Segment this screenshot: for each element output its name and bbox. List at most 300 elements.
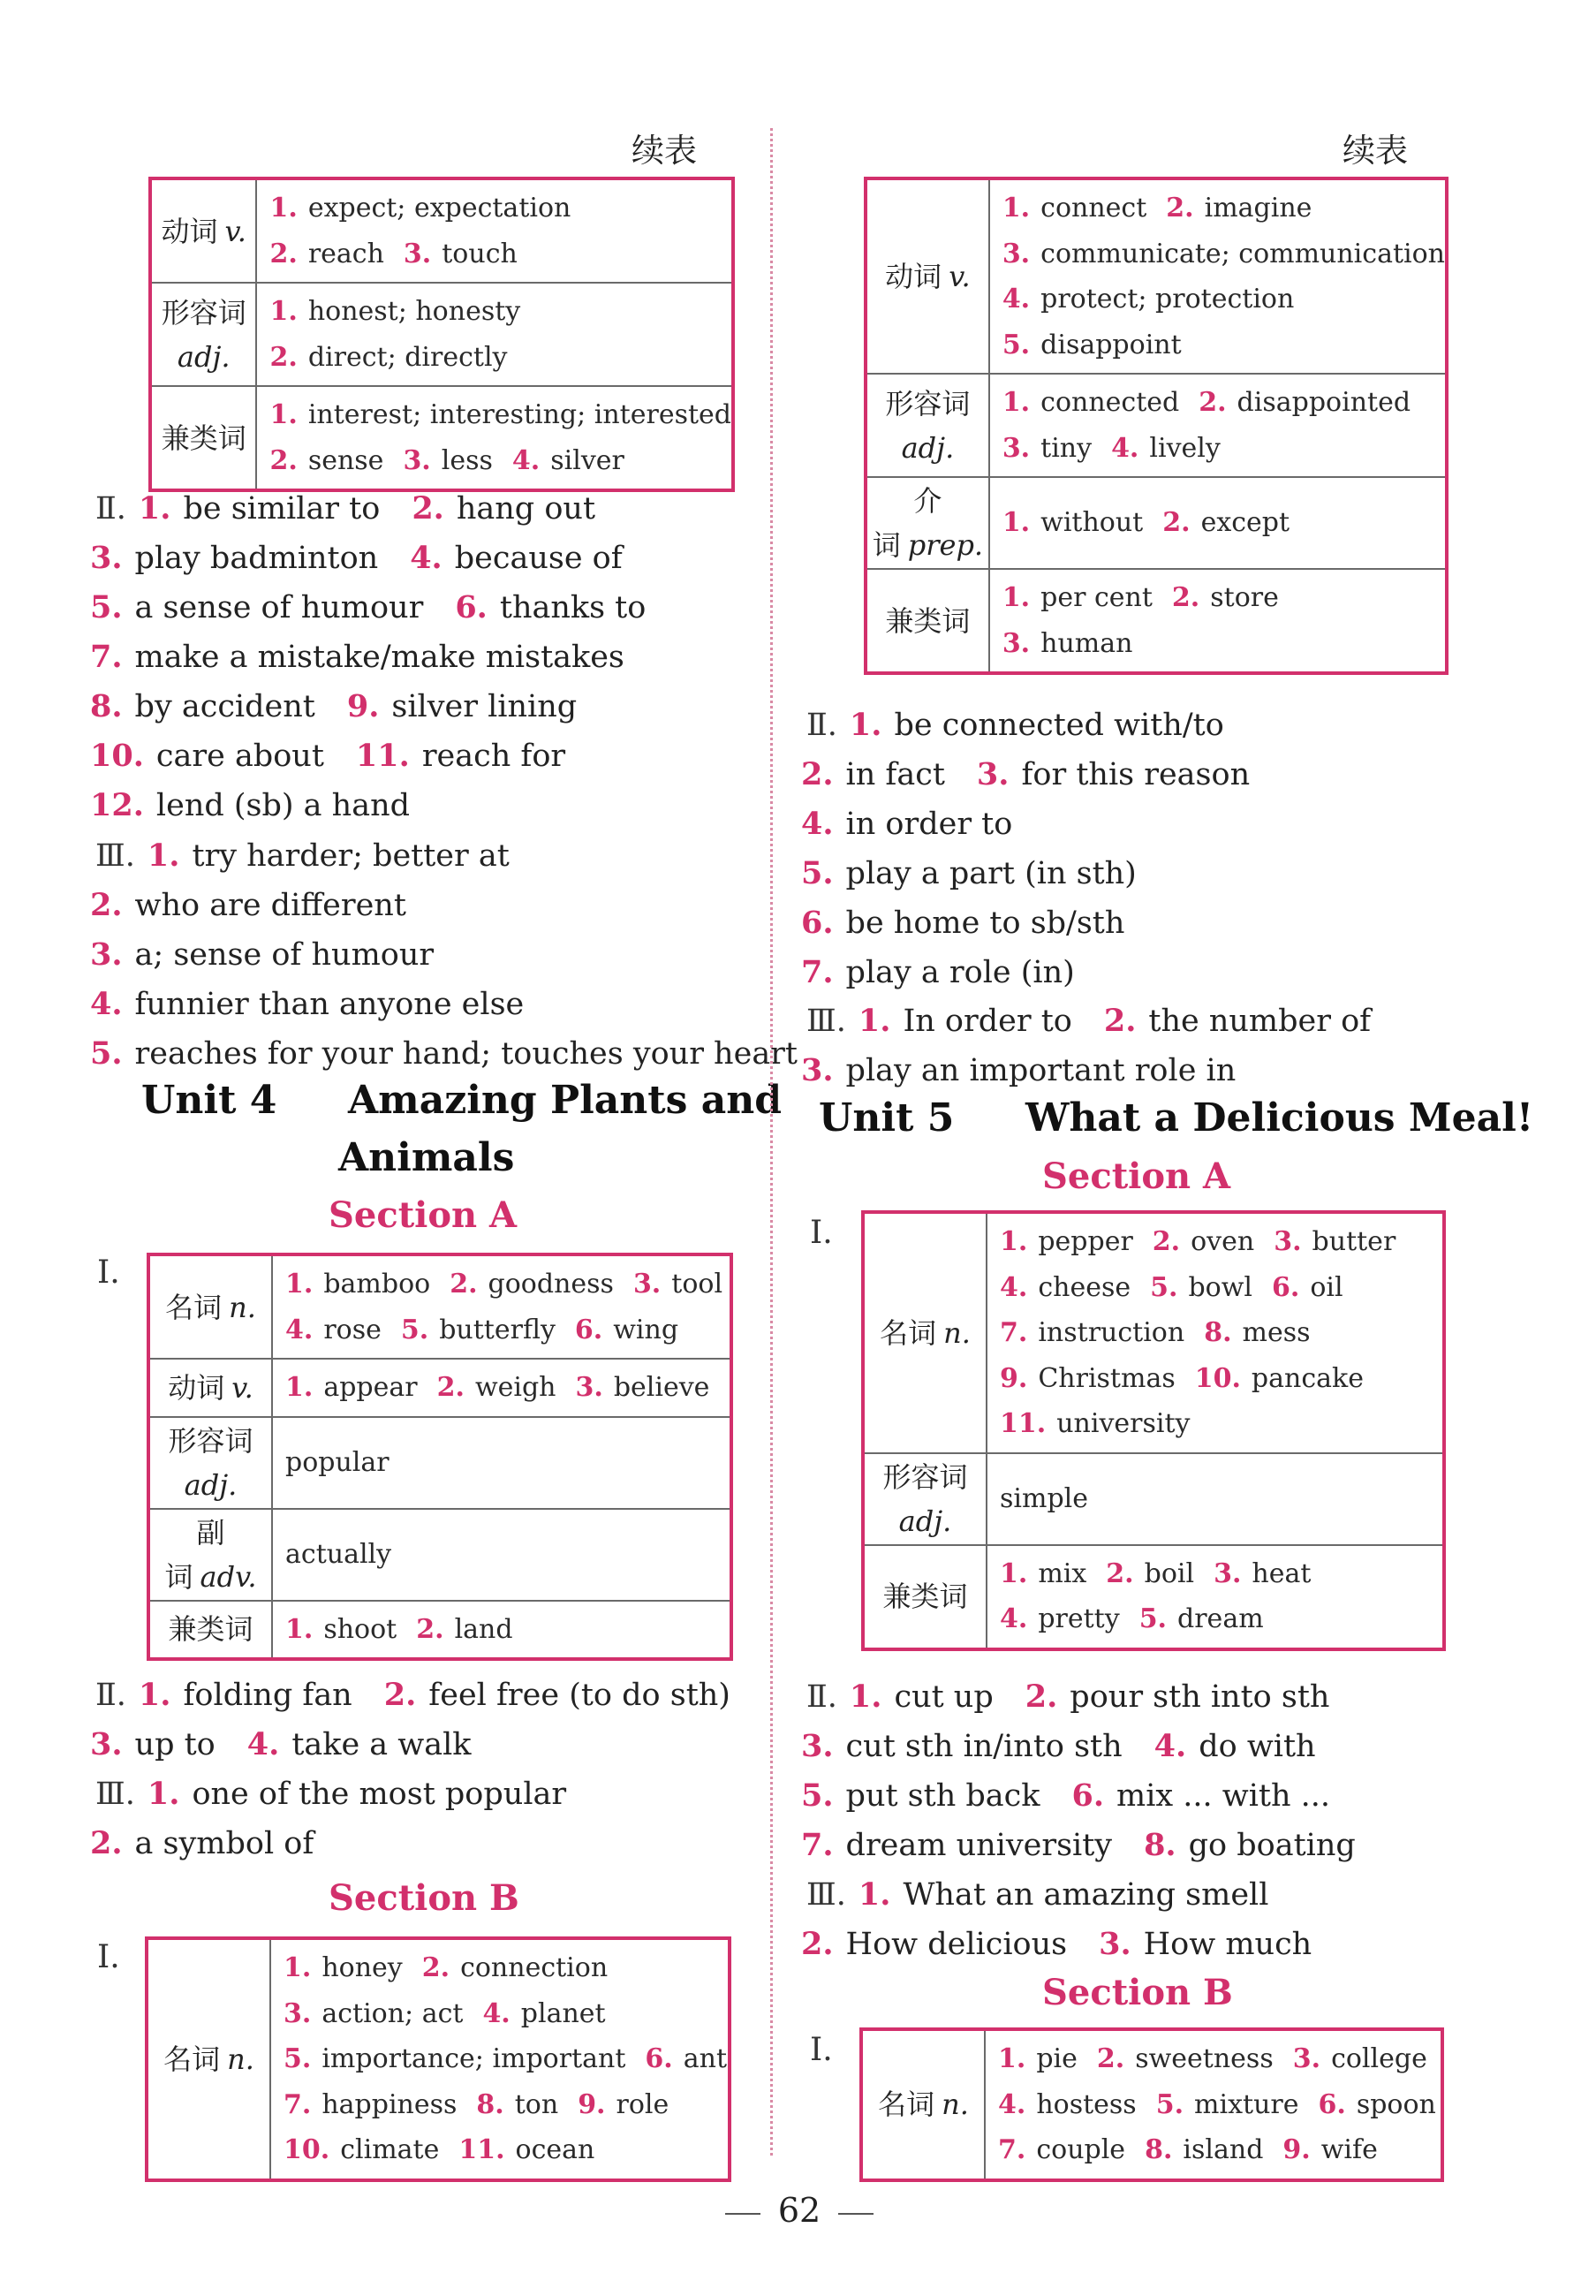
vocab-table-unit5-b [859,2027,1444,2182]
answer-text: thanks to [499,590,647,625]
part-of-speech-cell [866,374,989,477]
answer-line [801,1926,1312,1962]
answer-text: do with [1199,1729,1316,1764]
item-number: 2. [1199,387,1227,418]
vocab-line [1000,1219,1442,1265]
vocab-word: believe [613,1372,710,1403]
vocab-word: honey [321,1952,403,1983]
answer-text: folding fan [183,1678,352,1713]
item-number: 2. [1096,2043,1125,2074]
table-row [147,1938,730,2180]
answer-line [90,1726,472,1762]
vocab-word: spoon [1356,2088,1436,2120]
answer-line [90,787,410,823]
vocab-word: disappointed [1237,387,1411,418]
vocab-line [1002,500,1445,546]
vocab-items-cell [272,1359,731,1417]
table-row [866,477,1447,569]
vocab-word: without [1040,507,1144,539]
vocab-items-cell [256,283,733,386]
vocab-word: happiness [321,2088,458,2120]
item-number: 1. [284,1952,312,1983]
vocab-word: appear [323,1372,418,1403]
vocab-line [285,1262,730,1307]
answer-text: play badminton [134,541,379,576]
pos-chinese: 名词 [163,2042,221,2076]
pos-english: prep. [907,528,984,562]
vocab-line [1002,277,1445,322]
item-number: 3. [801,1728,834,1764]
section-title: Section A [1042,1156,1231,1197]
section-title: Section B [1042,1972,1233,2013]
vocab-word: university [1056,1408,1191,1439]
answer-text: take a walk [291,1727,472,1762]
answer-text: reaches for your hand; touches your heart [134,1036,798,1072]
vocab-word: wing [613,1314,679,1345]
answer-line [801,1777,1330,1814]
vocab-word: connect [1040,193,1147,224]
part-of-speech-cell [148,1359,272,1417]
vocab-word: butterfly [439,1314,556,1345]
item-number: 2. [383,1677,417,1713]
vocab-items-cell [989,178,1447,374]
vocab-line [269,335,731,381]
pos-english: adj. [184,1467,238,1502]
vocab-word: ant [683,2043,727,2074]
vocab-table-unit5-a [861,1210,1446,1651]
vocab-items-cell [270,1938,730,2180]
item-number: 3. [1292,2043,1321,2074]
vocab-word: tool [671,1269,723,1300]
answer-text: cut sth in/into sth [845,1729,1123,1764]
vocab-word: touch [442,238,518,269]
item-number: 7. [801,954,834,990]
vocab-word: disappoint [1040,329,1182,360]
vocab-items-cell [272,1417,731,1509]
vocab-word: pepper [1038,1226,1133,1257]
item-number: 7. [1000,1317,1028,1348]
table-row [148,1359,731,1417]
vocab-line [1000,1476,1442,1522]
answer-line [90,887,406,923]
vocab-word: mix [1038,1557,1087,1589]
item-number: 11. [1000,1408,1047,1439]
unit-title-line2: Animals [338,1135,515,1180]
part-of-speech-cell [866,477,989,569]
answer-text: one of the most popular [192,1777,567,1812]
answer-text: make a mistake/make mistakes [134,640,624,675]
answer-line [95,837,510,874]
pos-english: n. [229,1290,256,1324]
vocab-word: role [616,2088,669,2120]
item-number: 2. [801,1926,834,1962]
roman-numeral: Ⅱ. [806,708,837,743]
vocab-word: oil [1310,1271,1343,1303]
item-number: 2. [1152,1226,1181,1257]
answer-line [806,1876,1268,1913]
item-number: 7. [284,2088,312,2120]
item-number: 8. [1145,2134,1173,2165]
vocab-word: tiny [1040,432,1093,464]
vocab-table-unit4-a [147,1253,733,1661]
vocab-word: pie [1036,2043,1078,2074]
item-number: 5. [1155,2088,1184,2120]
item-number: 3. [1002,432,1031,464]
answer-text: because of [454,541,623,576]
roman-numeral: Ⅲ. [95,838,135,874]
item-number: 4. [90,986,123,1022]
item-number: 3. [1002,627,1031,659]
vocab-word: connected [1040,387,1180,418]
item-number: 6. [801,905,834,941]
item-number: 3. [575,1372,603,1403]
item-number: 10. [90,738,144,774]
vocab-line [998,2082,1441,2128]
vocab-line [998,2127,1441,2173]
vocab-word: instruction [1038,1317,1185,1348]
vocab-word: actually [285,1538,392,1570]
vocab-items-cell [272,1254,731,1359]
vocab-word: mixture [1194,2088,1299,2120]
pos-chinese: 动词 [885,260,942,293]
answer-text: pour sth into sth [1070,1679,1330,1715]
item-number: 1. [147,837,180,874]
answer-line [95,1677,730,1713]
vocab-word: bowl [1188,1271,1252,1303]
vocab-items-cell [989,477,1447,569]
vocab-word: goodness [488,1269,614,1300]
item-number: 4. [511,444,541,476]
roman-numeral: Ⅱ. [95,1678,126,1713]
item-number: 10. [1194,1362,1241,1394]
vocab-word: per cent [1040,582,1153,613]
roman-numeral: Ⅲ. [806,1877,846,1913]
answer-text: go boating [1188,1828,1356,1863]
vocab-line [1002,380,1445,426]
answer-text: a symbol of [134,1826,314,1861]
unit-label: Unit 4 [141,1078,277,1123]
answer-text: up to [134,1727,216,1762]
item-number: 1. [1000,1557,1028,1589]
vocab-line [269,392,731,438]
answer-text: In order to [903,1004,1072,1039]
pos-chinese: 动词 [161,214,218,248]
vocab-word: boil [1144,1557,1195,1589]
answer-line [90,1035,798,1072]
item-number: 6. [1071,1777,1105,1814]
item-number: 2. [412,490,444,527]
vocab-word: pancake [1251,1362,1364,1394]
item-number: 5. [801,855,834,891]
item-number: 11. [355,738,410,774]
table-row [150,386,733,490]
part-of-speech-cell [150,283,256,386]
vocab-word: protect; protection [1040,284,1295,314]
item-number: 5. [1150,1271,1178,1303]
vocab-items-cell [987,1545,1444,1649]
answer-text: How delicious [845,1927,1068,1962]
item-number: 1. [285,1613,314,1645]
vocab-word: Christmas [1038,1362,1176,1394]
answer-line [90,639,624,675]
vocab-line [284,1991,728,2037]
item-number: 7. [801,1827,834,1863]
item-number: 3. [976,756,1010,792]
answer-line [801,855,1137,891]
vocab-word: action; act [321,1997,464,2029]
unit-heading [141,1078,782,1123]
unit-title: What a Delicious Meal! [1025,1095,1534,1140]
item-number: 4. [801,806,834,842]
table-row [148,1417,731,1509]
vocab-word: wife [1320,2134,1378,2165]
answer-text: play a role (in) [845,955,1075,990]
vocab-word: rose [323,1314,382,1345]
pos-english: n. [227,2042,254,2076]
vocab-line [285,1365,730,1411]
answer-text: try harder; better at [192,838,510,874]
table-row [866,374,1447,477]
vocab-table-unit4-b [145,1936,731,2182]
pos-chinese: 兼类词 [885,603,971,638]
vocab-word: expect; expectation [307,193,571,224]
pos-chinese: 名词 [878,2088,935,2122]
vocab-word: butter [1312,1226,1396,1257]
part-of-speech-cell [863,1453,987,1545]
item-number: 9. [1000,1362,1028,1394]
item-number: 3. [1274,1226,1302,1257]
item-number: 1. [1002,582,1031,613]
item-number: 10. [284,2134,330,2165]
vocab-word: sense [307,444,384,476]
vocab-items-cell [989,569,1447,673]
vocab-line [1002,621,1445,667]
item-number: 2. [450,1269,478,1300]
vocab-line [1000,1551,1442,1597]
answer-line [90,1825,314,1861]
answer-line [801,756,1250,792]
item-number: 5. [1002,329,1031,360]
answer-text: in fact [845,757,945,792]
item-number: 2. [1162,507,1191,539]
vocab-word: honest; honesty [307,296,521,327]
answer-line [90,540,623,576]
item-number: 2. [90,1825,123,1861]
vocab-table-cont-right [864,177,1449,675]
item-number: 2. [90,887,123,923]
item-number: 4. [246,1726,280,1762]
answer-text: be home to sb/sth [845,906,1125,941]
table-row [861,2029,1442,2180]
item-number: 1. [138,1677,171,1713]
pos-chinese: 动词 [168,1370,225,1405]
item-number: 2. [421,1952,450,1983]
vocab-word: popular [285,1446,390,1478]
part-of-speech-cell [148,1254,272,1359]
item-number: 8. [476,2088,504,2120]
item-number: 4. [998,2088,1026,2120]
item-number: 2. [269,341,298,373]
vocab-line [1002,231,1445,277]
unit-title: Amazing Plants and [348,1078,782,1123]
item-number: 1. [285,1269,314,1300]
item-number: 3. [284,1997,312,2029]
answer-line [90,589,646,625]
item-number: 2. [801,756,834,792]
answer-text: reach for [421,739,566,774]
pos-chinese: 副词 [164,1515,225,1594]
vocab-word: ton [514,2088,559,2120]
vocab-word: land [454,1613,513,1645]
item-number: 1. [269,296,298,327]
item-number: 1. [849,707,882,743]
vocab-items-cell [987,1453,1444,1545]
section-title: Section A [329,1194,518,1236]
item-number: 1. [147,1776,180,1812]
part-of-speech-cell [866,178,989,374]
vocab-word: mess [1242,1317,1311,1348]
answer-text: cut up [894,1679,994,1715]
answer-text: feel free (to do sth) [428,1678,730,1713]
answer-text: play a part (in sth) [845,856,1137,891]
pos-chinese: 名词 [165,1290,223,1324]
item-number: 5. [801,1777,834,1814]
roman-numeral: Ⅲ. [806,1004,846,1039]
item-number: 3. [90,936,123,973]
item-number: 1. [1000,1226,1028,1257]
vocab-word: less [441,444,493,476]
vocab-line [1002,186,1445,231]
item-number: 1. [138,490,171,527]
answer-line [801,1728,1316,1764]
item-number: 4. [1000,1603,1028,1634]
item-number: 1. [849,1678,882,1715]
item-number: 1. [858,1876,891,1913]
item-number: 3. [1002,238,1031,269]
item-number: 4. [1000,1271,1028,1303]
item-number: 4. [1111,432,1139,464]
answer-line [95,1776,566,1812]
item-number: 9. [346,688,380,724]
item-number: 2. [1103,1003,1137,1039]
vocab-line [285,1532,730,1578]
vocab-line [1002,575,1445,621]
item-number: 3. [90,1726,123,1762]
roman-numeral: Ⅰ. [97,1254,120,1291]
vocab-line [1000,1596,1442,1642]
answer-text: be similar to [183,491,381,527]
vocab-word: sweetness [1135,2043,1274,2074]
vocab-word: human [1040,627,1133,659]
vocab-word: climate [340,2134,440,2165]
table-row [150,178,733,283]
answer-text: in order to [845,807,1013,842]
table-row [150,283,733,386]
item-number: 4. [1002,284,1031,314]
vocab-word: interest; interesting; interested [307,399,731,430]
item-number: 1. [1002,387,1031,418]
vocab-word: shoot [323,1613,397,1645]
item-number: 3. [1099,1926,1131,1962]
answer-text: How much [1143,1927,1312,1962]
answer-line [801,1827,1356,1863]
vocab-word: imagine [1204,193,1312,224]
part-of-speech-cell [863,1212,987,1453]
pos-english: adj. [177,339,231,374]
vocab-items-cell [985,2029,1442,2180]
item-number: 5. [284,2043,312,2074]
roman-numeral: Ⅲ. [95,1777,135,1812]
answer-line [90,688,577,724]
vocab-word: island [1183,2134,1264,2165]
answer-line [806,707,1224,743]
item-number: 1. [269,193,298,224]
roman-numeral: Ⅰ. [810,1215,833,1251]
vocab-items-cell [272,1509,731,1601]
vocab-line [285,1440,730,1486]
roman-numeral: Ⅱ. [806,1679,837,1715]
answer-line [801,905,1124,941]
answer-text: for this reason [1021,757,1251,792]
vocab-word: dream [1177,1603,1264,1634]
vocab-items-cell [256,386,733,490]
table-row [866,178,1447,374]
item-number: 2. [269,238,298,269]
answer-text: care about [155,739,324,774]
pos-chinese: 形容词 [168,1423,253,1458]
part-of-speech-cell [148,1601,272,1660]
answer-text: the number of [1148,1004,1372,1039]
part-of-speech-cell [148,1509,272,1601]
vocab-line [1002,426,1445,472]
vocab-line [1000,1356,1442,1402]
pos-chinese: 兼类词 [168,1612,253,1647]
answer-text: dream university [845,1828,1113,1863]
part-of-speech-cell [866,569,989,673]
section-title: Section B [329,1877,519,1919]
answer-text: hang out [456,491,596,527]
item-number: 3. [1214,1557,1242,1589]
item-number: 8. [1204,1317,1232,1348]
vocab-line [1000,1265,1442,1311]
answer-line [801,1052,1236,1088]
item-number: 6. [645,2043,673,2074]
answer-text: mix ... with ... [1116,1778,1331,1814]
pos-english: v. [224,214,246,248]
item-number: 1. [269,399,298,430]
vocab-word: except [1200,507,1290,539]
item-number: 5. [400,1314,429,1345]
vocab-line [284,1945,728,1991]
item-number: 3. [90,540,123,576]
pos-english: v. [949,260,971,293]
item-number: 1. [1002,193,1031,224]
answer-line [801,806,1012,842]
pos-chinese: 形容词 [885,386,971,421]
vocab-line [284,2082,728,2128]
vocab-word: reach [307,238,384,269]
table-row [863,1212,1444,1453]
item-number: 9. [578,2088,606,2120]
vocab-word: planet [520,1997,606,2029]
pos-english: adj. [901,430,955,465]
part-of-speech-cell [148,1417,272,1509]
item-number: 3. [403,444,431,476]
answer-line [806,1678,1329,1715]
vocab-word: bamboo [323,1269,431,1300]
item-number: 1. [1002,507,1031,539]
item-number: 2. [416,1613,444,1645]
